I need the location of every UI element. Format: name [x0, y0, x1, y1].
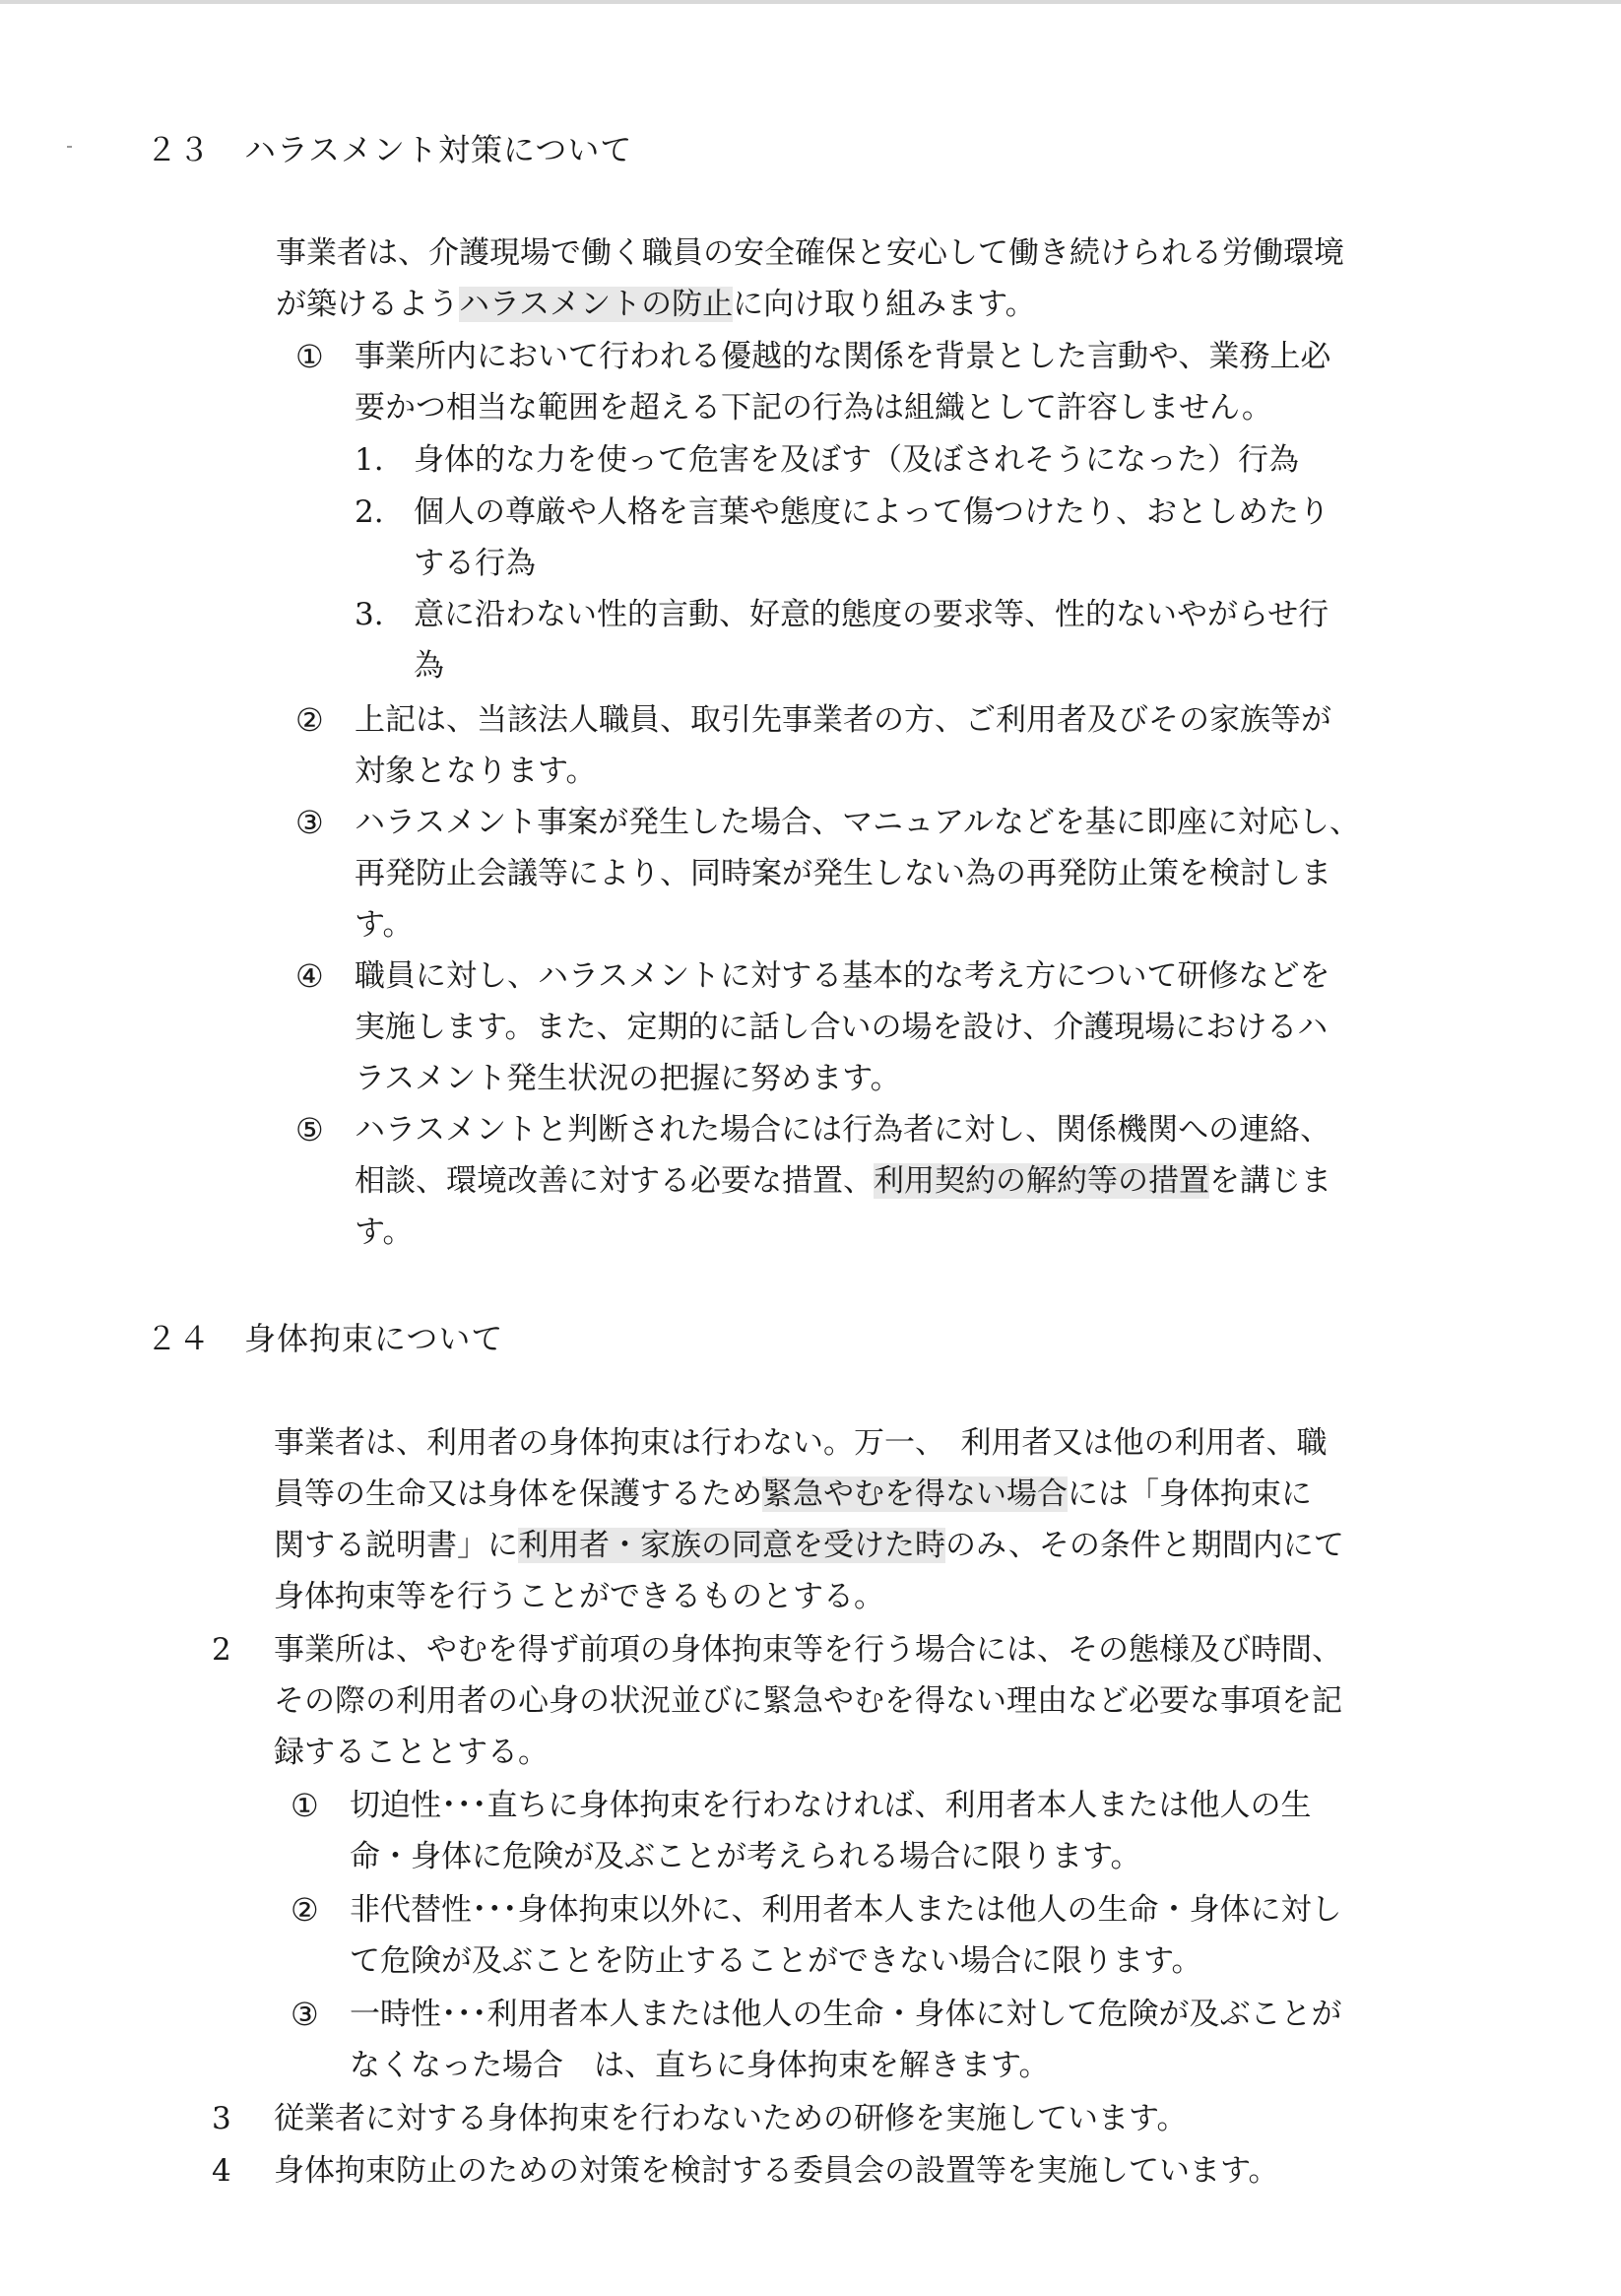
- item-5-line-1: ハラスメントと判断された場合には行為者に対し、関係機関への連絡、: [355, 1112, 1331, 1148]
- section-24-intro-line-2: [274, 1476, 1312, 1513]
- item-3-line-1: ハラスメント事案が発生した場合、マニュアルなどを基に即座に対応し、: [355, 805, 1360, 840]
- s24-item-2-line-2: て危険が及ぶことを防止することができない場合に限ります。: [350, 1943, 1202, 1979]
- paragraph-marker: 3: [212, 2101, 231, 2136]
- section-24-title: 身体拘束について: [244, 1320, 504, 1357]
- item-text: 相談、環境改善に対する必要な措置、: [355, 1163, 874, 1199]
- section-23-title: ハラスメント対策について: [244, 131, 633, 168]
- para-2-line-3: 録することとする。: [274, 1735, 549, 1770]
- subitem-2-line-2: する行為: [414, 546, 536, 581]
- section-23-number: ２３: [146, 131, 212, 168]
- item-2-line-1: 上記は、当該法人職員、取引先事業者の方、ご利用者及びその家族等が: [355, 702, 1331, 738]
- section-23-intro-line-2: [276, 286, 1036, 323]
- intro-text: が築けるよう: [276, 287, 459, 322]
- item-marker: ③: [291, 1996, 319, 2033]
- highlight-consent: 利用者・家族の同意を受けた時: [518, 1528, 945, 1563]
- item-marker: ⑤: [295, 1111, 324, 1148]
- subitem-marker: 1.: [355, 442, 384, 478]
- para-3-text: 従業者に対する身体拘束を行わないための研修を実施しています。: [274, 2101, 1188, 2136]
- item-5-line-2: [355, 1162, 1331, 1200]
- item-marker: ④: [295, 957, 324, 995]
- item-marker: ③: [295, 804, 324, 841]
- s24-item-1-line-2: 命・身体に危険が及ぶことが考えられる場合に限ります。: [350, 1839, 1141, 1874]
- subitem-2-line-1: 個人の尊厳や人格を言葉や態度によって傷つけたり、おとしめたり: [414, 494, 1329, 530]
- highlight-emergency: 緊急やむを得ない場合: [762, 1476, 1068, 1512]
- intro-text: 関する説明書」に: [274, 1528, 518, 1563]
- item-5-line-3: す。: [355, 1214, 414, 1250]
- s24-item-3-line-2: なくなった場合 は、直ちに身体拘束を解きます。: [350, 2048, 1050, 2083]
- intro-text: に向け取り組みます。: [733, 287, 1036, 322]
- s24-item-2-line-1: 非代替性･･･身体拘束以外に、利用者本人または他人の生命・身体に対し: [350, 1892, 1342, 1928]
- item-2-line-2: 対象となります。: [355, 754, 597, 789]
- section-24-intro-line-4: 身体拘束等を行うことができるものとする。: [274, 1579, 884, 1614]
- item-marker: ②: [295, 701, 324, 739]
- item-marker: ①: [291, 1787, 319, 1824]
- intro-text: 員等の生命又は身体を保護するため: [274, 1476, 762, 1512]
- para-4-text: 身体拘束防止のための対策を検討する委員会の設置等を実施しています。: [274, 2153, 1279, 2189]
- item-1-line-2: 要かつ相当な範囲を超える下記の行為は組織として許容しません。: [355, 390, 1272, 426]
- paragraph-marker: 2: [212, 1632, 231, 1668]
- s24-item-3-line-1: 一時性･･･利用者本人または他人の生命・身体に対して危険が及ぶことが: [350, 1997, 1342, 2032]
- para-2-line-2: その際の利用者の心身の状況並びに緊急やむを得ない理由など必要な事項を記: [274, 1683, 1342, 1719]
- section-24-heading: [146, 1320, 503, 1357]
- paragraph-marker: 4: [212, 2153, 231, 2189]
- para-2-line-1: 事業所は、やむを得ず前項の身体拘束等を行う場合には、その態様及び時間、: [274, 1632, 1342, 1668]
- s24-item-1-line-1: 切迫性･･･直ちに身体拘束を行わなければ、利用者本人または他人の生: [350, 1788, 1312, 1823]
- subitem-3-line-1: 意に沿わない性的言動、好意的態度の要求等、性的ないやがらせ行: [414, 597, 1329, 632]
- section-24-intro-line-1: 事業者は、利用者の身体拘束は行わない。万一、 利用者又は他の利用者、職: [274, 1425, 1328, 1461]
- section-23-heading: [146, 131, 632, 168]
- item-4-line-1: 職員に対し、ハラスメントに対する基本的な考え方について研修などを: [355, 958, 1330, 994]
- section-23-intro-line-1: 事業者は、介護現場で働く職員の安全確保と安心して働き続けられる労働環境: [276, 235, 1344, 271]
- item-3-line-2: 再発防止会議等により、同時案が発生しない為の再発防止策を検討しま: [355, 856, 1331, 891]
- subitem-1-line-1: 身体的な力を使って危害を及ぼす（及ぼされそうになった）行為: [414, 442, 1299, 478]
- item-text: を講じま: [1209, 1163, 1331, 1199]
- subitem-3-line-2: 為: [414, 648, 444, 684]
- scan-speck: [67, 146, 72, 148]
- item-3-line-3: す。: [355, 907, 414, 943]
- highlight-contract-termination: 利用契約の解約等の措置: [874, 1163, 1209, 1199]
- subitem-marker: 3.: [355, 597, 384, 632]
- item-1-line-1: 事業所内において行われる優越的な関係を背景とした言動や、業務上必: [355, 339, 1331, 374]
- item-marker: ②: [291, 1891, 319, 1929]
- section-24-number: ２４: [146, 1320, 212, 1357]
- item-4-line-3: ラスメント発生状況の把握に努めます。: [355, 1061, 901, 1096]
- section-24-intro-line-3: [274, 1527, 1344, 1564]
- page-top-border: [0, 0, 1621, 4]
- item-4-line-2: 実施します。また、定期的に話し合いの場を設け、介護現場におけるハ: [355, 1010, 1329, 1045]
- intro-text: には「身体拘束に: [1068, 1476, 1312, 1512]
- highlight-harassment-prevention: ハラスメントの防止: [459, 287, 734, 322]
- intro-text: のみ、その条件と期間内にて: [945, 1528, 1344, 1563]
- item-marker: ①: [295, 338, 324, 375]
- subitem-marker: 2.: [355, 494, 384, 530]
